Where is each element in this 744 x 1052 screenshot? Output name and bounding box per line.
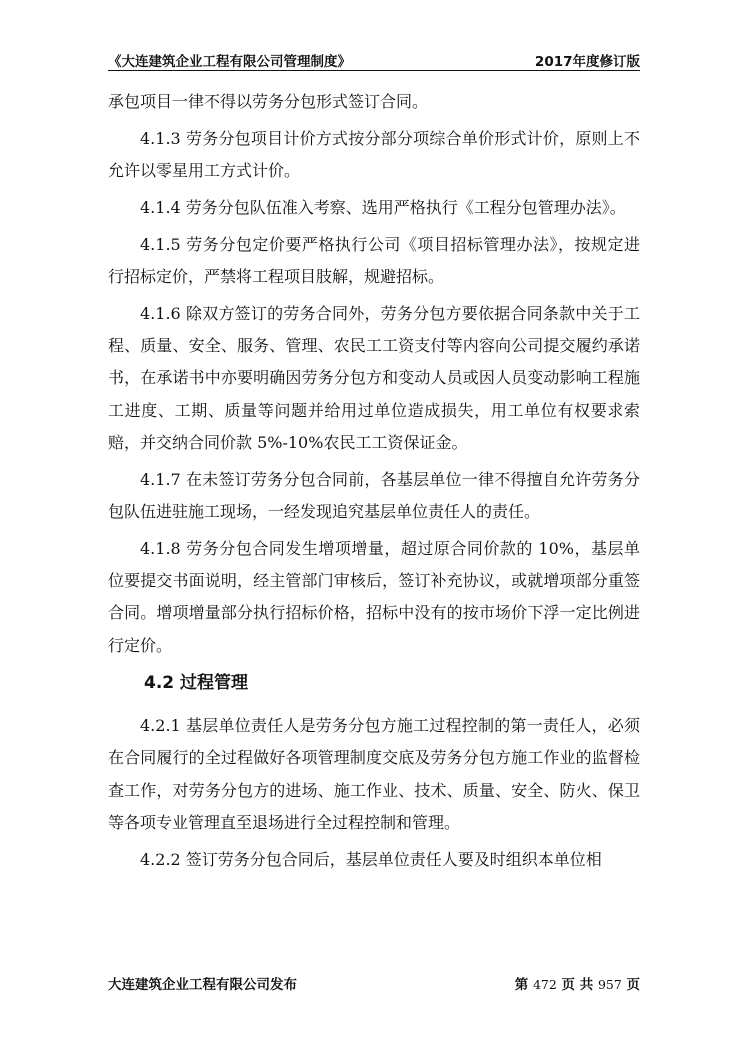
page-mid: 页 共 (561, 977, 594, 993)
document-body (108, 86, 640, 881)
page-number: 472 (532, 977, 557, 992)
paragraph-continuation: 承包项目一律不得以劳务分包形式签订合同。 (108, 92, 429, 111)
page-suffix: 页 (626, 977, 640, 993)
paragraph-4-1-7: 4.1.7 在未签订劳务分包合同前，各基层单位一律不得擅自允许劳务分包队伍进驻施工现场，一经发现追究基层单位责任人的责任。 (108, 469, 640, 522)
paragraph-4-1-4: 4.1.4 劳务分包队伍准入考察、选用严格执行《工程分包管理办法》。 (140, 197, 626, 217)
paragraph-4-1-3: 4.1.3 劳务分包项目计价方式按分部分项综合单价形式计价，原则上不允许以零星用工方式计价。 (108, 128, 640, 181)
paragraph-4-2-1: 4.2.1 基层单位责任人是劳务分包方施工过程控制的第一责任人，必须在合同履行的全过程做好各项管理制度交底及劳务分包方施工作业的监督检查工作，对劳务分包方的进场、施工作业、技术、质量、安全、防火、保卫等各项专业管理直至退场进行全过程控制和管理。 (108, 716, 640, 832)
page-total: 957 (597, 977, 622, 992)
page-prefix: 第 (514, 977, 529, 993)
page-header (108, 48, 640, 70)
paragraph-4-1-6: 4.1.6 除双方签订的劳务合同外，劳务分包方要依据合同条款中关于工程、质量、安全、服务、管理、农民工工资支付等内容向公司提交履约承诺书，在承诺书中亦要明确因劳务分包方和变动人员或因人员变动影响工程施工进度、工期、质量等问题并给用过单位造成损失，用工单位有权要求索赔，并交纳合同价款 5%-10%农民工工资保证金。 (108, 303, 640, 452)
paragraph-4-1-5: 4.1.5 劳务分包定价要严格执行公司《项目招标管理办法》，按规定进行招标定价，严禁将工程项目肢解，规避招标。 (108, 234, 640, 286)
paragraph-4-1-8: 4.1.8 劳务分包合同发生增项增量，超过原合同价款的 10%，基层单位要提交书面说明，经主管部门审核后，签订补充协议，或就增项部分重签合同。增项增量部分执行招标价格，招标中没有的按市场价下浮一定比例进行定价。 (108, 538, 640, 655)
paragraph-4-2-2: 4.2.2 签订劳务分包合同后，基层单位责任人要及时组织本单位相 (140, 849, 602, 869)
header-rule (108, 70, 640, 71)
footer-publisher: 大连建筑企业工程有限公司发布 (108, 977, 297, 993)
footer-page-info (515, 973, 640, 993)
header-doc-title: 《大连建筑企业工程有限公司管理制度》 (108, 54, 351, 70)
section-heading-4-2: 4.2 过程管理 (144, 673, 249, 694)
header-version: 2017年度修订版 (534, 54, 640, 70)
page-footer (108, 973, 640, 995)
